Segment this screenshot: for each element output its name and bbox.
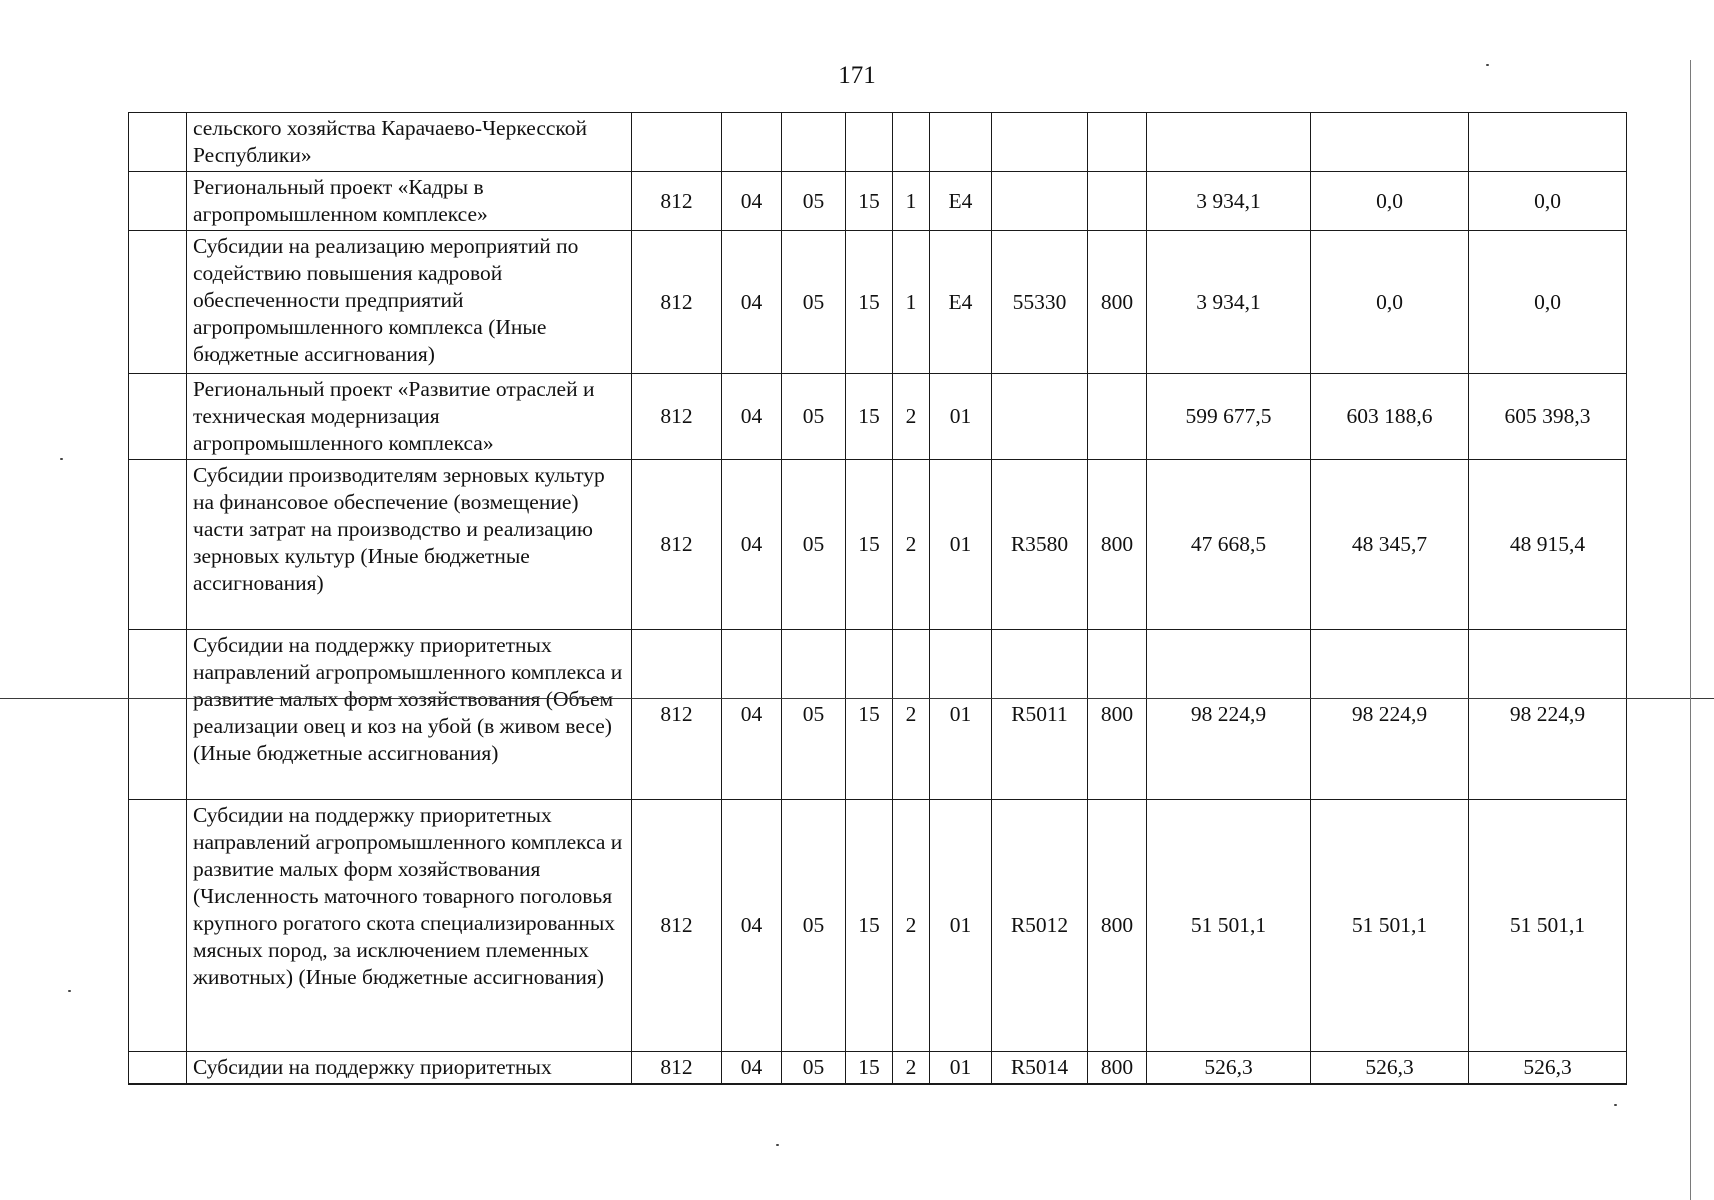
expense-type-cell: 800 [1088,231,1147,374]
subprogram-cell: 2 [893,1052,930,1085]
admin-cell: 812 [632,1052,722,1085]
table-row [129,1052,1627,1085]
name-cell: Субсидии производителям зерновых культур на финансовое обеспечение (возмещение) части затрат на производство и реализацию зерновых культур (Иные бюджетные ассигнования) [187,460,632,630]
program-cell: 15 [846,172,893,231]
row-number-cell [129,374,187,460]
program-cell [846,113,893,172]
target-cell: R5014 [992,1052,1088,1085]
table-row [129,231,1627,374]
direction-cell [930,113,992,172]
table-row [129,172,1627,231]
name-cell: Субсидии на поддержку приоритетных [187,1052,632,1085]
scan-artifact-line [0,698,1714,699]
page-number: 171 [838,62,876,89]
y2-cell: 526,3 [1311,1052,1469,1085]
y1-cell: 526,3 [1147,1052,1311,1085]
direction-cell: 01 [930,800,992,1052]
section-cell: 04 [722,374,782,460]
admin-cell: 812 [632,172,722,231]
subsection-cell: 05 [782,800,846,1052]
name-cell: Субсидии на реализацию мероприятий по содействию повышения кадровой обеспеченности предприятий агропромышленного комплекса (Иные бюджетные ассигнования) [187,231,632,374]
subsection-cell: 05 [782,1052,846,1085]
program-cell: 15 [846,630,893,800]
admin-cell: 812 [632,460,722,630]
section-cell: 04 [722,460,782,630]
subprogram-cell: 2 [893,460,930,630]
y3-cell: 526,3 [1469,1052,1627,1085]
expense-type-cell: 800 [1088,800,1147,1052]
table-body [129,113,1627,1085]
name-cell: Субсидии на поддержку приоритетных направлений агропромышленного комплекса и развитие малых форм хозяйствования (Численность маточного товарного поголовья крупного рогатого скота специализированных мясных пород, за исключением племенных животных) (Иные бюджетные ассигнования) [187,800,632,1052]
section-cell: 04 [722,1052,782,1085]
y1-cell: 3 934,1 [1147,172,1311,231]
table-row [129,800,1627,1052]
table-row [129,113,1627,172]
subprogram-cell: 2 [893,374,930,460]
target-cell: 55330 [992,231,1088,374]
y1-cell: 47 668,5 [1147,460,1311,630]
program-cell: 15 [846,460,893,630]
target-cell [992,374,1088,460]
y1-cell: 599 677,5 [1147,374,1311,460]
section-cell: 04 [722,800,782,1052]
admin-cell: 812 [632,800,722,1052]
y3-cell: 48 915,4 [1469,460,1627,630]
y1-cell: 51 501,1 [1147,800,1311,1052]
subprogram-cell: 2 [893,800,930,1052]
subsection-cell: 05 [782,231,846,374]
scan-speck [60,458,63,460]
target-cell [992,172,1088,231]
y3-cell [1469,113,1627,172]
row-number-cell [129,460,187,630]
page-edge-line [1690,60,1691,1200]
scan-speck [1614,1104,1617,1106]
table-row [129,630,1627,800]
y2-cell: 0,0 [1311,172,1469,231]
subsection-cell: 05 [782,374,846,460]
table-row [129,374,1627,460]
y2-cell [1311,113,1469,172]
subprogram-cell: 1 [893,231,930,374]
name-cell: Региональный проект «Развитие отраслей и техническая модернизация агропромышленного комплекса» [187,374,632,460]
section-cell: 04 [722,231,782,374]
expense-type-cell [1088,374,1147,460]
subsection-cell [782,113,846,172]
subprogram-cell: 1 [893,172,930,231]
scan-speck [1486,64,1489,66]
row-number-cell [129,630,187,800]
section-cell [722,113,782,172]
scan-speck [68,990,71,992]
program-cell: 15 [846,374,893,460]
name-cell: сельского хозяйства Карачаево-Черкесской Республики» [187,113,632,172]
expense-type-cell: 800 [1088,1052,1147,1085]
table-row [129,460,1627,630]
target-cell: R3580 [992,460,1088,630]
y2-cell: 48 345,7 [1311,460,1469,630]
expense-type-cell [1088,172,1147,231]
direction-cell: 01 [930,1052,992,1085]
y3-cell: 98 224,9 [1469,630,1627,800]
y3-cell: 0,0 [1469,231,1627,374]
target-cell: R5012 [992,800,1088,1052]
admin-cell: 812 [632,231,722,374]
program-cell: 15 [846,800,893,1052]
subprogram-cell [893,113,930,172]
program-cell: 15 [846,1052,893,1085]
row-number-cell [129,231,187,374]
admin-cell [632,113,722,172]
direction-cell: 01 [930,630,992,800]
target-cell: R5011 [992,630,1088,800]
y3-cell: 605 398,3 [1469,374,1627,460]
y1-cell: 98 224,9 [1147,630,1311,800]
budget-table [128,112,1627,1085]
subsection-cell: 05 [782,460,846,630]
expense-type-cell: 800 [1088,630,1147,800]
direction-cell: Е4 [930,231,992,374]
y2-cell: 603 188,6 [1311,374,1469,460]
y3-cell: 51 501,1 [1469,800,1627,1052]
direction-cell: 01 [930,460,992,630]
direction-cell: 01 [930,374,992,460]
row-number-cell [129,800,187,1052]
subsection-cell: 05 [782,630,846,800]
name-cell: Региональный проект «Кадры в агропромышленном комплексе» [187,172,632,231]
y1-cell: 3 934,1 [1147,231,1311,374]
y2-cell: 51 501,1 [1311,800,1469,1052]
y3-cell: 0,0 [1469,172,1627,231]
admin-cell: 812 [632,374,722,460]
y2-cell: 98 224,9 [1311,630,1469,800]
row-number-cell [129,1052,187,1085]
section-cell: 04 [722,630,782,800]
direction-cell: Е4 [930,172,992,231]
y2-cell: 0,0 [1311,231,1469,374]
scan-speck [776,1144,779,1146]
expense-type-cell [1088,113,1147,172]
subprogram-cell: 2 [893,630,930,800]
program-cell: 15 [846,231,893,374]
target-cell [992,113,1088,172]
y1-cell [1147,113,1311,172]
admin-cell: 812 [632,630,722,800]
expense-type-cell: 800 [1088,460,1147,630]
row-number-cell [129,113,187,172]
section-cell: 04 [722,172,782,231]
subsection-cell: 05 [782,172,846,231]
row-number-cell [129,172,187,231]
name-cell: Субсидии на поддержку приоритетных направлений агропромышленного комплекса и развитие малых форм хозяйствования (Объем реализации овец и коз на убой (в живом весе) (Иные бюджетные ассигнования) [187,630,632,800]
